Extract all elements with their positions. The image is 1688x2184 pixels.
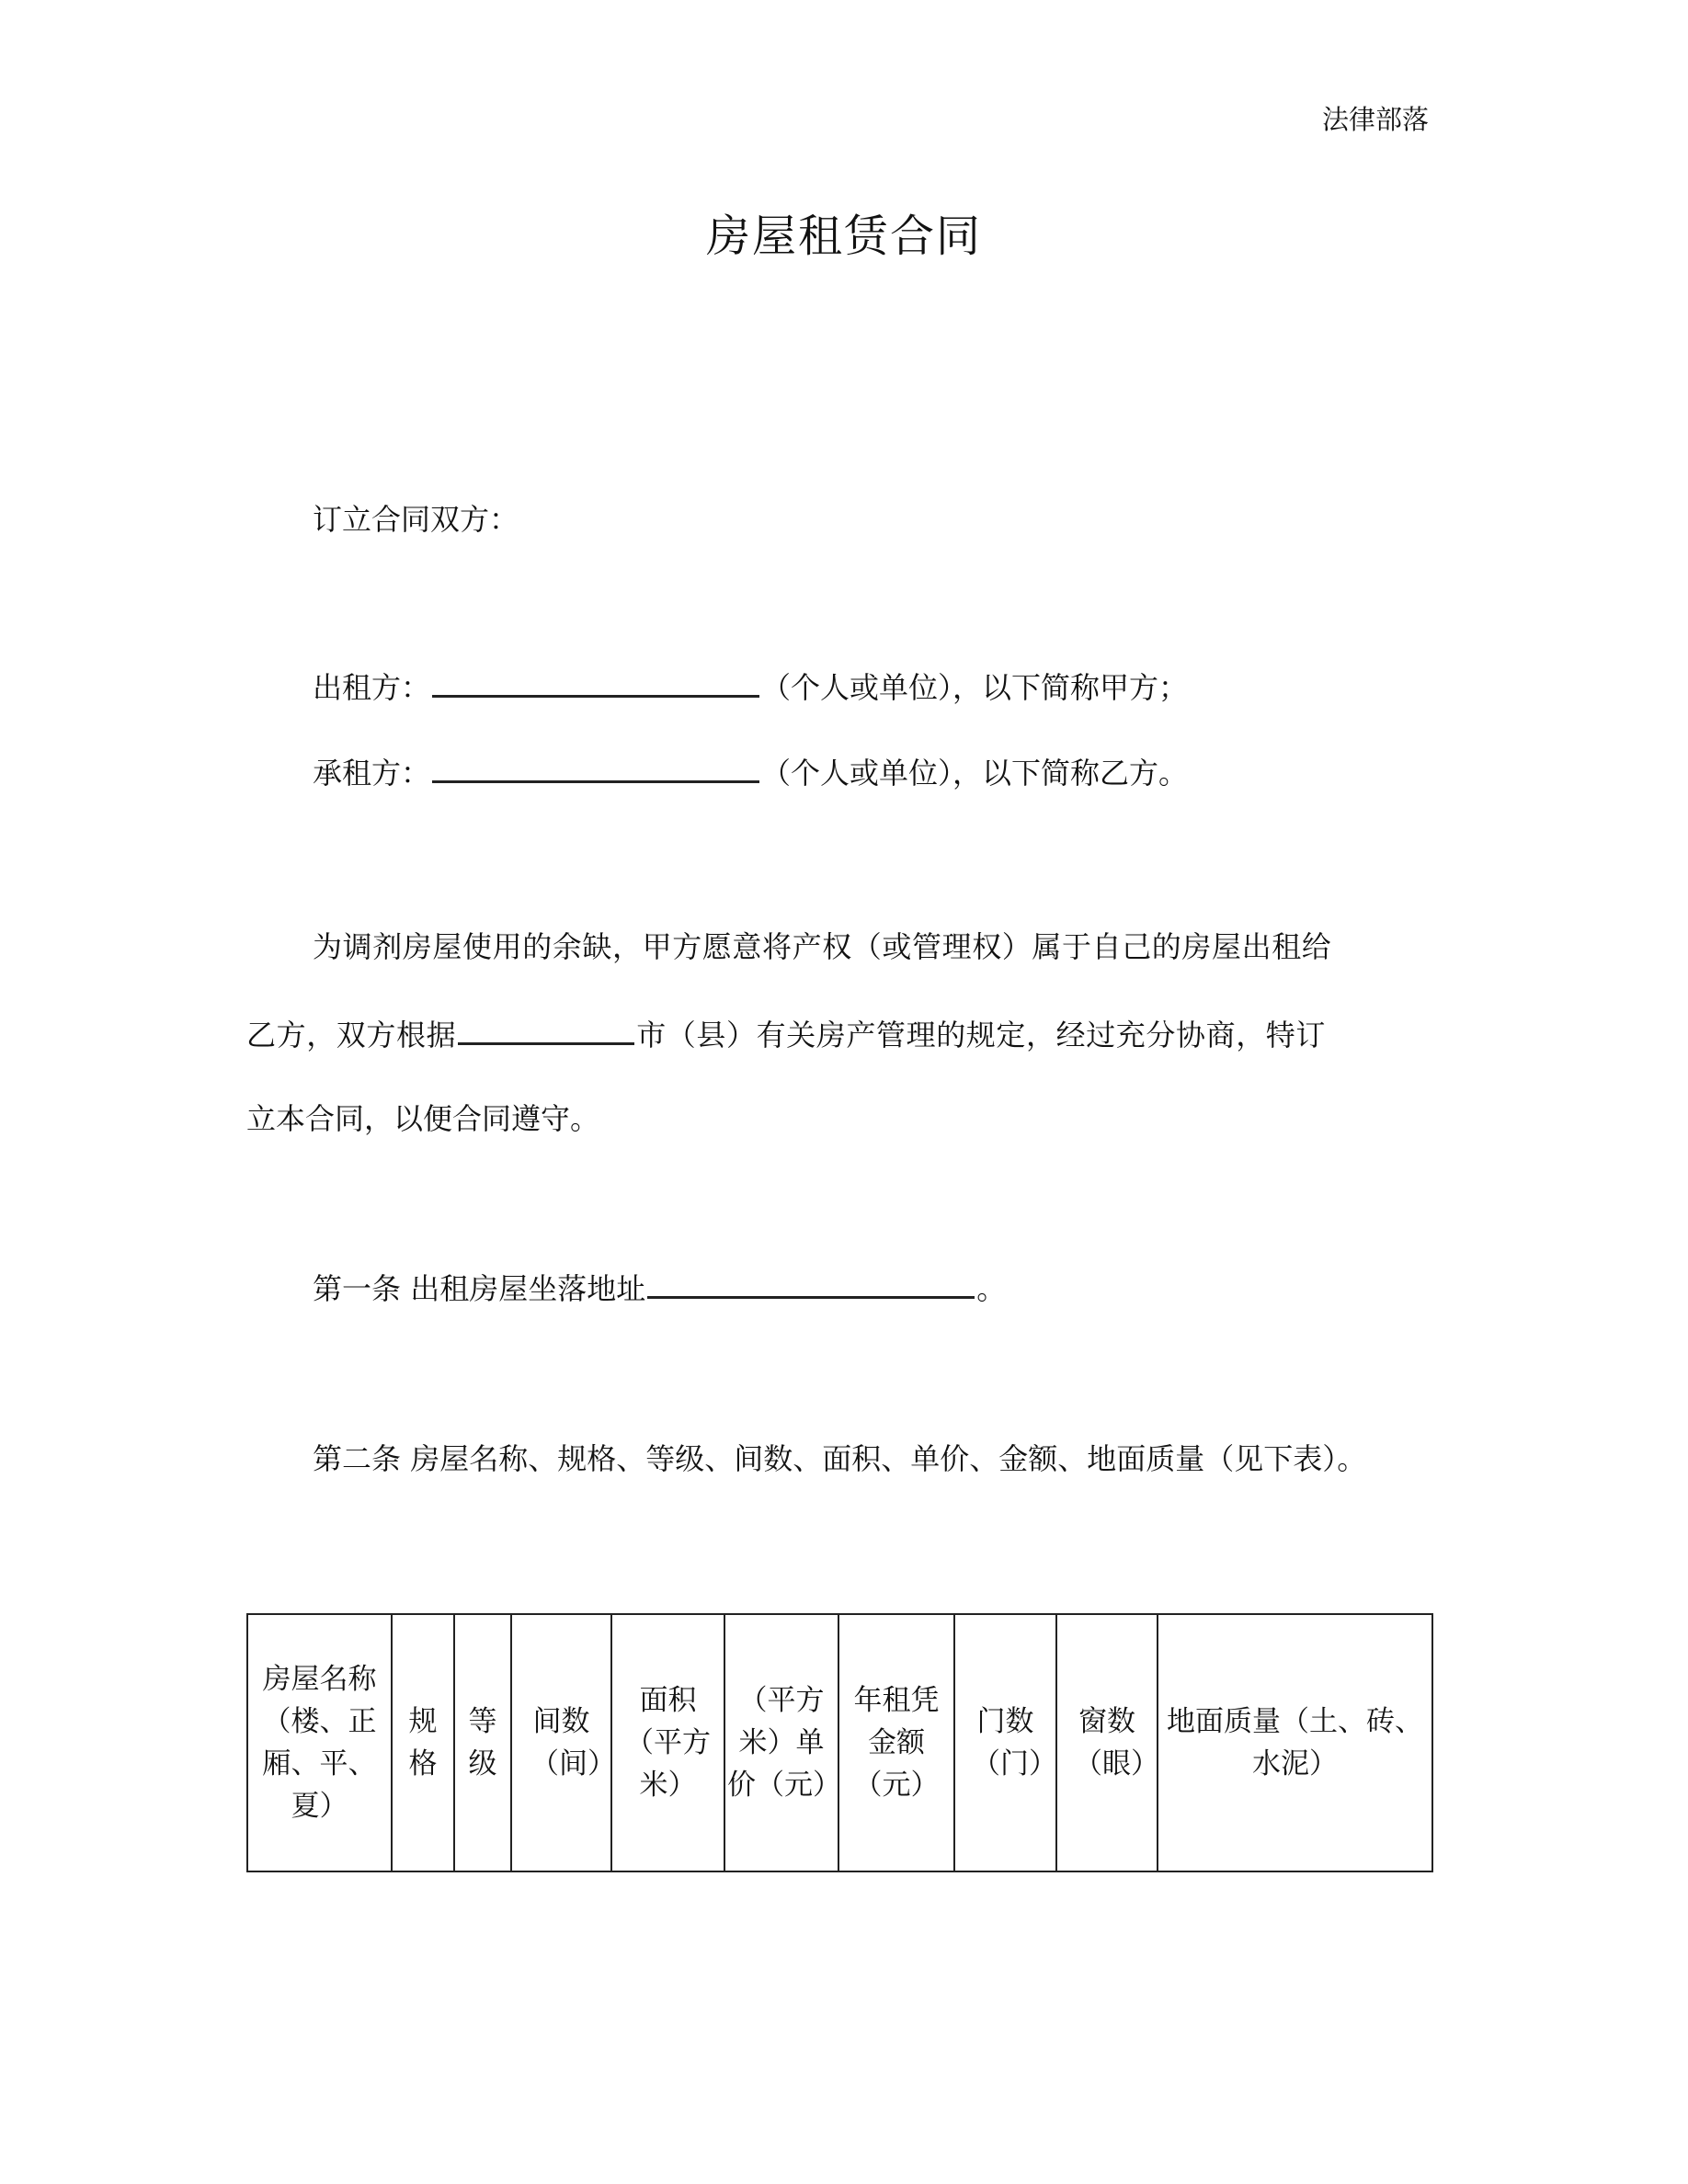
- article-2-text: 房屋名称、规格、等级、间数、面积、单价、金额、地面质量（见下表）。: [410, 1441, 1367, 1476]
- header-grade: 等级: [454, 1614, 511, 1871]
- article-2: [313, 1440, 1366, 1477]
- header-window-count: 窗数（眼）: [1056, 1614, 1158, 1871]
- preamble-line-1: 为调剂房屋使用的余缺，甲方愿意将产权（或管理权）属于自己的房屋出租给: [313, 929, 1332, 964]
- lessor-name-blank[interactable]: [432, 667, 759, 698]
- header-annual-rent: 年租凭金额（元）: [838, 1614, 954, 1871]
- article-1-end: 。: [976, 1271, 1007, 1306]
- lessee-suffix: （个人或单位），以下简称乙方。: [761, 756, 1189, 791]
- header-specification: 规格: [392, 1614, 454, 1871]
- lessee-label: 承租方：: [313, 756, 431, 791]
- article-1-text: 出租房屋坐落地址: [410, 1271, 646, 1306]
- lessor-suffix: （个人或单位），以下简称甲方；: [761, 670, 1189, 705]
- header-floor-quality: 地面质量（土、砖、水泥）: [1158, 1614, 1432, 1871]
- header-unit-price: （平方米）单价（元）: [724, 1614, 838, 1871]
- lessor-line: [313, 667, 1188, 706]
- city-blank[interactable]: [458, 1015, 634, 1045]
- lessor-label: 出租方：: [313, 670, 431, 705]
- article-2-number: 第二条: [313, 1441, 402, 1476]
- header-house-name: 房屋名称（楼、正厢、平、夏）: [247, 1614, 392, 1871]
- address-blank[interactable]: [647, 1268, 975, 1299]
- article-1-number: 第一条: [313, 1271, 402, 1306]
- preamble-line-2-after: 市（县）有关房产管理的规定，经过充分协商，特订: [636, 1018, 1327, 1052]
- parties-intro: 订立合同双方：: [313, 502, 519, 537]
- preamble-line-2: [246, 1015, 1326, 1053]
- house-spec-table: [246, 1613, 1433, 1872]
- header-area: 面积（平方米）: [611, 1614, 724, 1871]
- header-brand-note: 法律部落: [1322, 104, 1430, 135]
- preamble-line-3: 立本合同，以便合同遵守。: [246, 1101, 600, 1136]
- preamble-line-2-before: 乙方，双方根据: [246, 1018, 457, 1052]
- table-header-row: [247, 1614, 1432, 1871]
- document-title: 房屋租赁合同: [705, 210, 982, 262]
- lessee-line: [313, 753, 1188, 791]
- header-room-count: 间数（间）: [511, 1614, 611, 1871]
- article-1: [313, 1268, 1006, 1307]
- header-door-count: 门数（门）: [954, 1614, 1056, 1871]
- lessee-name-blank[interactable]: [432, 753, 759, 783]
